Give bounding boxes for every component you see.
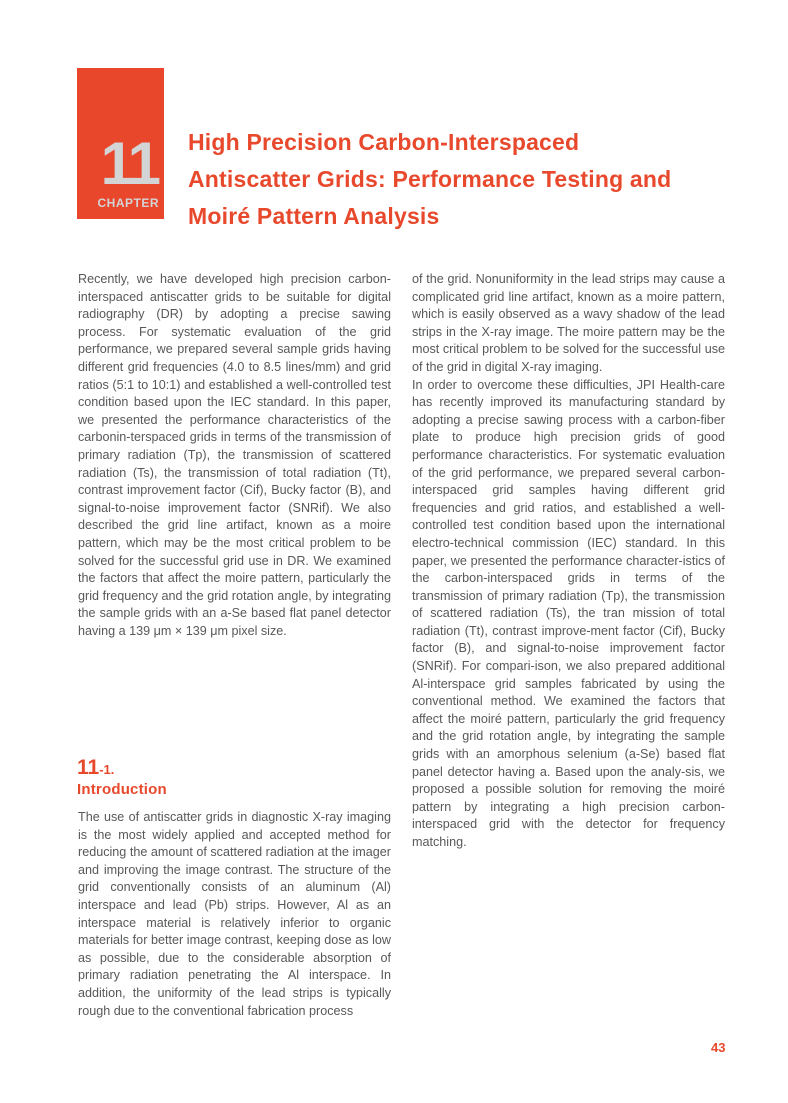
right-column [412, 271, 725, 931]
chapter-title [188, 124, 671, 235]
chapter-title-line-3: Moiré Pattern Analysis [188, 203, 440, 229]
section-chapter-number: 11 [77, 756, 100, 779]
chapter-label: CHAPTER [97, 196, 159, 210]
chapter-badge [77, 68, 164, 219]
chapter-title-line-2: Antiscatter Grids: Performance Testing and [188, 166, 672, 192]
right-column-paragraph-1: of the grid. Nonuniformity in the lead strips may cause a complicated grid line artifact, known as a moire pattern, which is easily observed as a wavy shadow of the lead strips in the X-ray image. The moire pattern may be the most critical problem to be solved for the successful use of the grid in digital X-ray imaging. [412, 272, 725, 374]
section-sub-number: -1. [99, 762, 115, 777]
abstract-paragraph: Recently, we have developed high precision carbon-interspaced antiscatter grids to be suitable for digital radiography (DR) by adopting a precise sawing process. For systematic evaluation of the grid performance, we prepared several sample grids having different grid frequencies (4.0 to 8.5 lines/mm) and grid ratios (5:1 to 10:1) and established a well-controlled test condition based upon the IEC standard. In this paper, we presented the performance characteristics of the carbonin-terspaced grids in terms of the transmission of primary radiation (Tp), the transmission of scattered radiation (Ts), the transmission of total radiation (Tt), contrast improvement factor (Cif), Bucky factor (B), and signal-to-noise improvement factor (SNRif). We also described the grid line artifact, known as a moire pattern, which may be the most critical problem to be solved for the successful grid use in DR. We examined the factors that affect the moire pattern, particularly the grid frequency and the grid rotation angle, by integrating the sample grids with an a-Se based flat panel detector having a 139 μm × 139 μm pixel size. [78, 272, 391, 638]
left-column-abstract [78, 271, 391, 741]
section-title: Introduction [77, 781, 167, 798]
left-column-introduction [78, 809, 391, 1049]
right-column-paragraph-2: In order to overcome these difficulties, JPI Health-care has recently improved its manufacturing standard by adopting a precise sawing process with a carbon-fiber plate to produce high precision grids of good performance characteristics. For systematic evaluation of the grid performance, we prepared several carbon-interspaced grid samples having different grid frequencies and grid ratios, and established a well-controlled test condition based upon the international electro-technical commission (IEC) standard. In this paper, we presented the performance character-istics of the carbon-interspaced grids in terms of the transmission of primary radiation (Tp), the transmission of scattered radiation (Ts), the tran mission of total radiation (Tt), contrast improve-ment factor (Cif), Bucky factor (B), and signal-to-noise improvement factor (SNRif). For compari-ison, we also prepared additional Al-interspace grid samples fabricated by using the conventional method. We examined the factors that affect the moiré pattern, particularly the grid frequency and the grid rotation angle, by integrating the sample grids with an amorphous selenium (a-Se) based flat panel detector having a. Based upon the analy-sis, we proposed a possible solution for removing the moiré pattern by integrating a high precision carbon-interspaced grid with the detector for frequency matching. [412, 377, 725, 849]
chapter-title-line-1: High Precision Carbon-Interspaced [188, 129, 580, 155]
chapter-number: 11 [100, 130, 158, 197]
section-heading [77, 757, 167, 798]
page-number: 43 [711, 1040, 726, 1055]
introduction-paragraph: The use of antiscatter grids in diagnostic X-ray imaging is the most widely applied and accepted method for reducing the amount of scattered radiation at the imager and improving the image contrast. The structure of the grid conventionally consists of an aluminum (Al) interspace and lead (Pb) strips. However, Al as an interspace material is relatively inferior to organic materials for better image contrast, keeping dose as low as possible, due to the considerable absorption of primary radiation penetrating the Al interspace. In addition, the uniformity of the lead strips is typically rough due to the conventional fabrication process [78, 810, 391, 1018]
section-number [77, 757, 167, 778]
